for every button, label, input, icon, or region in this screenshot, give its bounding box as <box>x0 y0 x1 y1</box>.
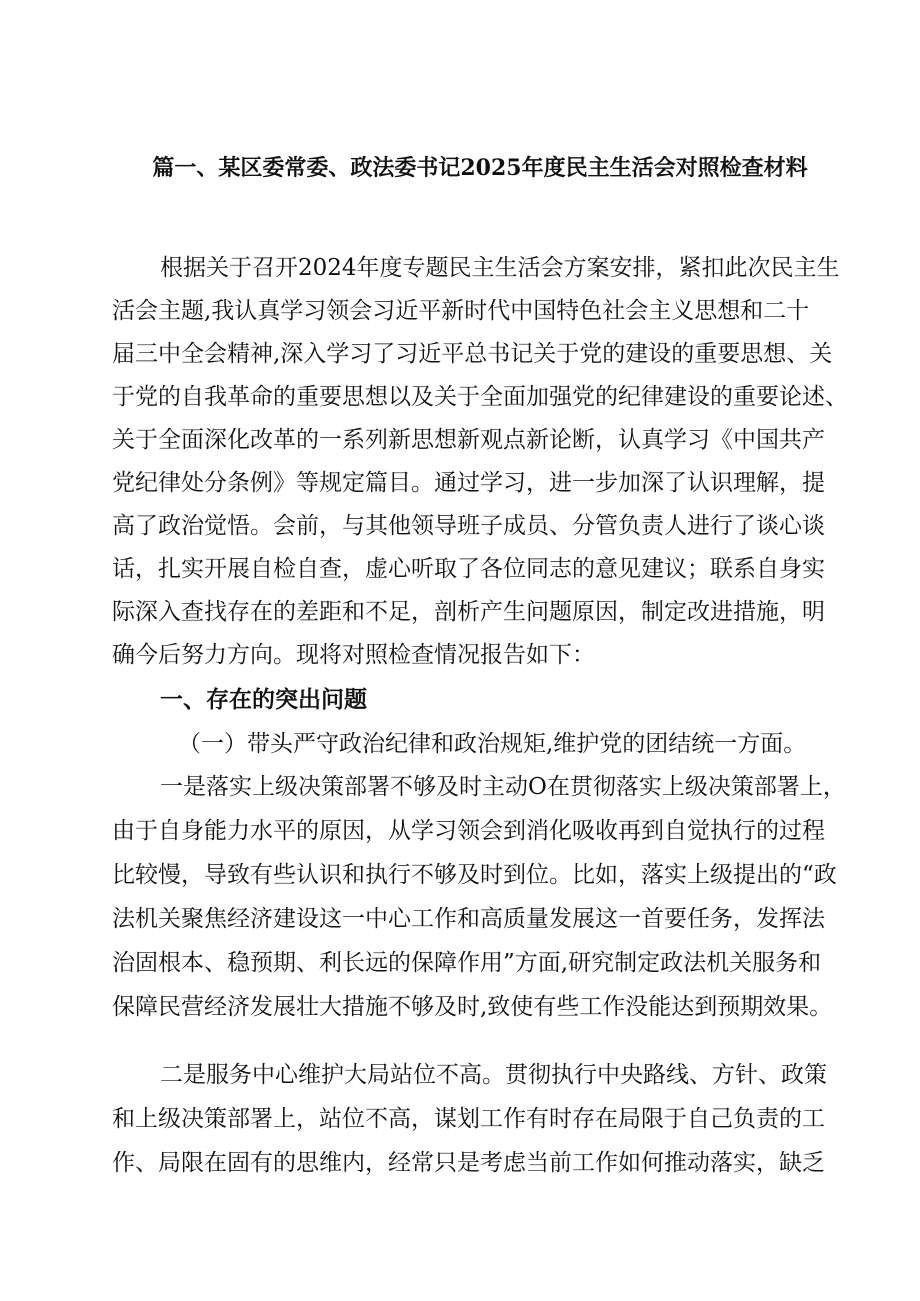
paragraph-2-line-5: 治固根本、稳预期、利长远的保障作用”方面,研究制定政法机关服务和 <box>112 950 822 976</box>
section-1-heading: 一、存在的突出问题 <box>160 686 367 713</box>
subsection-1-heading: （一）带头严守政治纪律和政治规矩,维护党的团结统一方面。 <box>178 731 807 757</box>
paragraph-1-line-8: 话，扎实开展自检自查，虚心听取了各位同志的意见建议；联系自身实 <box>112 556 825 582</box>
document-title: 篇一、某区委常委、政法委书记2025年度民主生活会对照检查材料 <box>152 155 808 181</box>
paragraph-2-line-6: 保障民营经济发展壮大措施不够及时,致使有些工作没能达到预期效果。 <box>112 994 833 1020</box>
paragraph-1-line-7: 高了政治觉悟。会前，与其他领导班子成员、分管负责人进行了谈心谈 <box>112 513 825 539</box>
paragraph-1-line-5: 关于全面深化改革的一系列新思想新观点新论断，认真学习《中国共产 <box>112 427 825 453</box>
paragraph-1-line-1: 根据关于召开2024年度专题民主生活会方案安排，紧扣此次民主生 <box>160 255 840 281</box>
paragraph-1-line-3: 届三中全会精神,深入学习了习近平总书记关于党的建设的重要思想、关 <box>112 341 833 367</box>
paragraph-1-line-6: 党纪律处分条例》等规定篇目。通过学习，进一步加深了认识理解，提 <box>112 470 825 496</box>
paragraph-2-line-4: 法机关聚焦经济建设这一中心工作和高质量发展这一首要任务，发挥法 <box>112 906 825 932</box>
paragraph-2-line-1: 一是落实上级决策部署不够及时主动O在贯彻落实上级决策部署上， <box>160 774 846 800</box>
paragraph-1-line-2: 活会主题,我认真学习领会习近平新时代中国特色社会主义思想和二十 <box>112 298 810 324</box>
paragraph-3-line-2: 和上级决策部署上，站位不高，谋划工作有时存在局限于自己负责的工 <box>112 1106 825 1132</box>
paragraph-3-line-3: 作、局限在固有的思维内，经常只是考虑当前工作如何推动落实，缺乏 <box>112 1150 825 1176</box>
paragraph-3-line-1: 二是服务中心维护大局站位不高。贯彻执行中央路线、方针、政策 <box>160 1062 827 1088</box>
paragraph-1-line-4: 于党的自我革命的重要思想以及关于全面加强党的纪律建设的重要论述、 <box>112 384 848 410</box>
paragraph-1-line-10: 确今后努力方向。现将对照检查情况报告如下： <box>112 642 595 668</box>
paragraph-2-line-3: 比较慢，导致有些认识和执行不够及时到位。比如，落实上级提出的“政 <box>112 862 837 888</box>
paragraph-1-line-9: 际深入查找存在的差距和不足，剖析产生问题原因，制定改进措施，明 <box>112 599 825 625</box>
paragraph-2-line-2: 由于自身能力水平的原因，从学习领会到消化吸收再到自觉执行的过程 <box>112 818 825 844</box>
